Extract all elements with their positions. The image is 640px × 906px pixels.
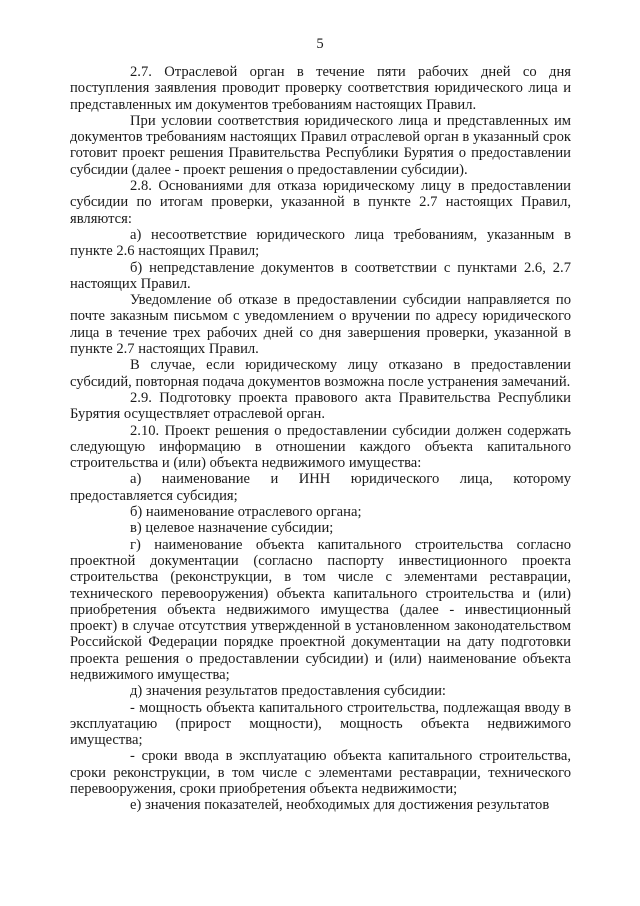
page-number: 5 <box>316 36 324 52</box>
document-body <box>70 64 571 814</box>
paragraph: в) целевое назначение субсидии; <box>130 520 334 537</box>
paragraph: е) значения показателей, необходимых для достижения результатов <box>130 797 550 814</box>
paragraph: При условии соответствия юридического лица и представленных им документов требованиям настоящих Правил отраслевой орган в указанный срок готовит проект решения Правительства Республики Бурятия о предоставлении субсидии (далее - проект решения о предоставлении субсидии). <box>70 112 571 178</box>
paragraph: 2.8. Основаниями для отказа юридическому лицу в предоставлении субсидии по итогам проверки, указанной в пункте 2.7 настоящих Правил, являются: <box>70 178 571 227</box>
paragraph: б) наименование отраслевого органа; <box>130 504 362 521</box>
paragraph: Уведомление об отказе в предоставлении субсидии направляется по почте заказным письмом с уведомлением о вручении по адресу юридического лица в течение трех рабочих дней со дня завершения проверки, указанной в пункте 2.7 настоящих Правил. <box>70 292 571 358</box>
paragraph: 2.10. Проект решения о предоставлении субсидии должен содержать следующую информацию в отношении каждого объекта капитального строительства и (или) объекта недвижимого имущества: <box>70 422 571 472</box>
paragraph: б) непредставление документов в соответствии с пунктами 2.6, 2.7 настоящих Правил. <box>70 259 571 292</box>
paragraph: г) наименование объекта капитального строительства согласно проектной документации (согласно паспорту инвестиционного проекта строительства (реконструкции, в том числе с элементами реставрации, технического перевооружения) объекта капитального строительства и (или) приобретения объекта недвижимого имущества (далее - инвестиционный проект) в случае отсутствия утвержденной в установленном законодательством Российской Федерации порядке проектной документации на дату подготовки проекта решения о предоставлении субсидии) и (или) наименование объекта недвижимого имущества; <box>70 536 571 683</box>
paragraph: 2.9. Подготовку проекта правового акта Правительства Республики Бурятия осуществляет отраслевой орган. <box>70 389 571 423</box>
paragraph: - мощность объекта капитального строительства, подлежащая вводу в эксплуатацию (прирост мощности), мощность объекта недвижимого имущества; <box>70 699 571 749</box>
paragraph: д) значения результатов предоставления субсидии: <box>130 683 446 700</box>
paragraph: а) несоответствие юридического лица требованиям, указанным в пункте 2.6 настоящих Правил; <box>70 226 571 260</box>
paragraph: 2.7. Отраслевой орган в течение пяти рабочих дней со дня поступления заявления проводит проверку соответствия юридического лица и представленных им документов требованиям настоящих Правил. <box>70 64 571 113</box>
paragraph: В случае, если юридическому лицу отказано в предоставлении субсидий, повторная подача документов возможна после устранения замечаний. <box>70 357 571 390</box>
paragraph: а) наименование и ИНН юридического лица, которому предоставляется субсидия; <box>70 471 571 504</box>
paragraph: - сроки ввода в эксплуатацию объекта капитального строительства, сроки реконструкции, в том числе с элементами реставрации, технического перевооружения, сроки приобретения объекта недвижимости; <box>70 748 571 798</box>
